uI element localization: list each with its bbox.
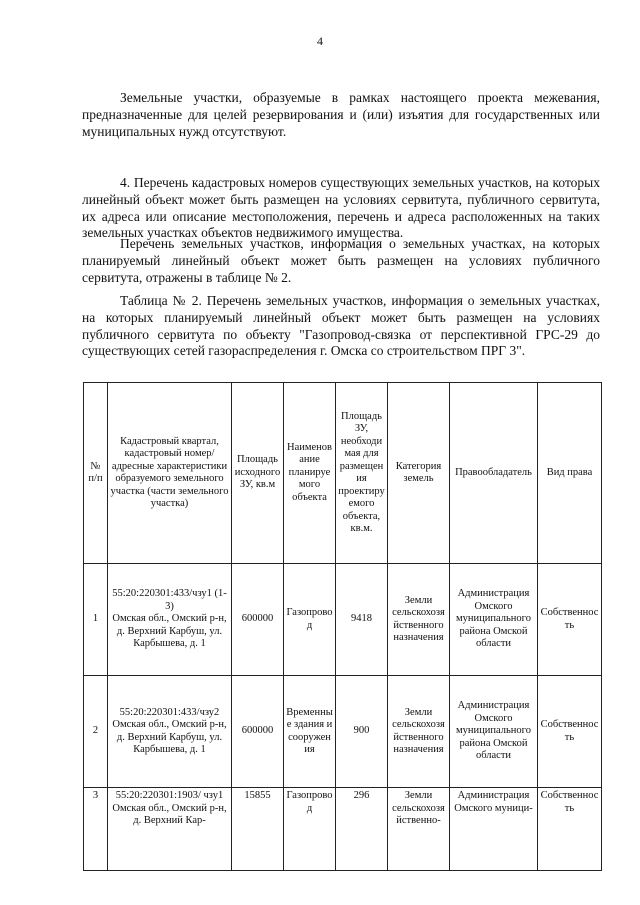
cell-num: 1 [84, 564, 108, 676]
cell-needed-area: 296 [336, 788, 388, 871]
cell-num: 3 [84, 788, 108, 871]
paragraph-reservation: Земельные участки, образуемые в рамках настоящего проекта межевания, предназначенные для целей резервирования и (или) изъятия для государственных или муниципальных нужд отсутствуют. [82, 90, 600, 139]
cell-needed-area: 9418 [336, 564, 388, 676]
cell-area: 15855 [232, 788, 284, 871]
cadastral-number: 55:20:220301:433/чзу1 (1-3) [112, 588, 227, 612]
cadastral-number: 55:20:220301:1903/ чзу1 [115, 790, 224, 801]
cell-area: 600000 [232, 676, 284, 788]
cell-num: 2 [84, 676, 108, 788]
paragraph-parcel-list: Перечень земельных участков, информация о земельных участках, на которых планируемый линейный объект может быть размещен на условиях публичного сервитута, отражены в таблице № 2. [82, 236, 600, 285]
table-caption: Таблица № 2. Перечень земельных участков, информация о земельных участках, на которых планируемый линейный объект может быть размещен на условиях публичного сервитута по объекту "Газопровод-связка от перспективной ГРС-29 до существующих сетей газораспределения г. Омска со строительством ПРГ 3". [82, 293, 600, 359]
cell-cadastral [108, 676, 232, 788]
header-holder: Правообладатель [450, 383, 538, 564]
cell-object: Газопровод [284, 564, 336, 676]
header-num: № п/п [84, 383, 108, 564]
table-header-row [84, 383, 602, 564]
table-row [84, 788, 602, 871]
header-area: Площадь исходного ЗУ, кв.м [232, 383, 284, 564]
cadastral-number: 55:20:220301:433/чзу2 [119, 706, 220, 718]
header-category: Категория земель [388, 383, 450, 564]
header-object: Наименование планируемого объекта [284, 383, 336, 564]
cadastral-address: Омская обл., Омский р-н, д. Верхний Карбуш, ул. Карбышева, д. 1 [112, 719, 227, 755]
page-number: 4 [317, 34, 323, 48]
cell-right: Собственность [538, 676, 602, 788]
cell-cadastral [108, 788, 232, 871]
header-needed-area: Площадь ЗУ, необходимая для размещения проектируемого объекта, кв.м. [336, 383, 388, 564]
cell-needed-area: 900 [336, 676, 388, 788]
cell-category: Земли сельскохозяйственно- [388, 788, 450, 871]
cell-object: Газопровод [284, 788, 336, 871]
cell-category: Земли сельскохозяйственного назначения [388, 676, 450, 788]
cell-holder: Администрация Омского муниципального района Омской области [450, 564, 538, 676]
cell-holder: Администрация Омского муници- [450, 788, 538, 871]
page-bottom-edge [0, 898, 640, 905]
parcels-table [83, 382, 602, 871]
cell-category: Земли сельскохозяйственного назначения [388, 564, 450, 676]
table-row [84, 564, 602, 676]
cell-area: 600000 [232, 564, 284, 676]
header-right: Вид права [538, 383, 602, 564]
cell-holder: Администрация Омского муниципального района Омской области [450, 676, 538, 788]
header-cadastral: Кадастровый квартал, кадастровый номер/ адресные характеристики образуемого земельного участка (части земельного участка) [108, 383, 232, 564]
cell-right: Собственность [538, 788, 602, 871]
cell-cadastral [108, 564, 232, 676]
cadastral-address: Омская обл., Омский р-н, д. Верхний Карбуш, ул. Карбышева, д. 1 [112, 613, 227, 650]
cell-right: Собственность [538, 564, 602, 676]
cadastral-address: Омская обл., Омский р-н, д. Верхний Кар- [112, 802, 227, 826]
cell-object: Временные здания и сооружения [284, 676, 336, 788]
table-row [84, 676, 602, 788]
paragraph-section-4: 4. Перечень кадастровых номеров существующих земельных участков, на которых линейный объект может быть размещен на условиях сервитута, публичного сервитута, их адреса или описание местоположения, перечень и адреса расположенных на таких земельных участках объектов недвижимого имущества. [82, 175, 600, 241]
